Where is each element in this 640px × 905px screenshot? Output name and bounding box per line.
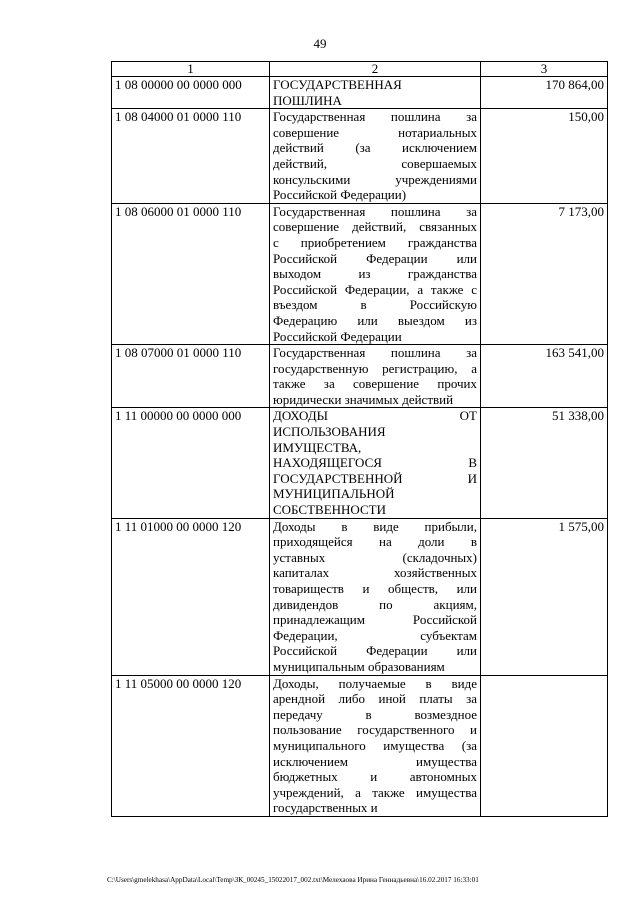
- description-line: учреждений, а также имущества: [273, 784, 477, 800]
- table-header-row: [112, 62, 608, 77]
- description-line: ГОСУДАРСТВЕННАЯ: [273, 77, 402, 92]
- budget-table: [111, 61, 608, 817]
- description-line: НАХОДЯЩЕГОСЯ В: [273, 455, 477, 471]
- income-description: [270, 345, 481, 408]
- description-line: дивидендов по акциям,: [273, 596, 477, 612]
- income-description: [270, 518, 481, 675]
- description-line: Доходы в виде прибыли,: [273, 518, 477, 534]
- amount-value: 170 864,00: [481, 77, 608, 109]
- description-line: действий (за исключением: [273, 140, 477, 156]
- file-path-footer: C:\Users\gmelekhasa\AppData\Local\Temp\ЗК_00245_15022017_002.txt\Мелехаова Ирина Геннадьевна\16.02.2017 16:33:01: [107, 876, 479, 884]
- description-line: муниципальным образованиям: [273, 658, 445, 674]
- budget-code: 1 11 00000 00 0000 000: [112, 408, 270, 518]
- description-line: приходящейся на доли в: [273, 534, 477, 550]
- income-description: [270, 109, 481, 204]
- description-line: государственных и: [273, 800, 378, 816]
- description-line: ПОШЛИНА: [273, 92, 342, 108]
- description-line: товариществ и обществ, или: [273, 581, 477, 596]
- description-line: Государственная пошлина за: [273, 345, 477, 361]
- description-line: уставных (складочных): [273, 549, 477, 565]
- table-row: [112, 203, 608, 344]
- description-line: СОБСТВЕННОСТИ: [273, 502, 386, 518]
- table-row: [112, 345, 608, 408]
- description-line: бюджетных и автономных: [273, 769, 477, 785]
- table-row: [112, 408, 608, 518]
- description-line: Российской Федерации или: [273, 250, 477, 266]
- header-amount: 3: [481, 62, 608, 77]
- page-number: 49: [313, 36, 327, 51]
- income-description: [270, 77, 481, 109]
- budget-code: 1 08 06000 01 0000 110: [112, 203, 270, 344]
- budget-code: 1 11 05000 00 0000 120: [112, 675, 270, 816]
- description-line: совершение действий, связанных: [273, 219, 477, 235]
- description-line: ИСПОЛЬЗОВАНИЯ: [273, 424, 386, 440]
- description-line: пользование государственного и: [273, 722, 477, 738]
- description-line: юридически значимых действий: [273, 391, 454, 407]
- description-line: Доходы, получаемые в виде: [273, 675, 477, 691]
- description-line: ГОСУДАРСТВЕННОЙ И: [273, 470, 477, 486]
- income-description: [270, 675, 481, 816]
- description-line: с приобретением гражданства: [273, 234, 477, 250]
- description-line: также за совершение прочих: [273, 376, 477, 392]
- description-line: ИМУЩЕСТВА,: [273, 439, 362, 455]
- budget-code: 1 08 07000 01 0000 110: [112, 345, 270, 408]
- description-line: Федерацию или выездом из: [273, 312, 477, 328]
- budget-code: 1 08 04000 01 0000 110: [112, 109, 270, 204]
- description-line: Российской Федерации или: [273, 643, 477, 659]
- budget-code: 1 08 00000 00 0000 000: [112, 77, 270, 109]
- description-line: консульскими учреждениями: [273, 171, 477, 187]
- amount-value: 51 338,00: [481, 408, 608, 518]
- header-description: 2: [270, 62, 481, 77]
- description-line: Государственная пошлина за: [273, 203, 477, 219]
- amount-value: [481, 675, 608, 816]
- amount-value: 7 173,00: [481, 203, 608, 344]
- header-code: 1: [112, 62, 270, 77]
- description-line: Российской Федерации, а также с: [273, 281, 477, 297]
- amount-value: 150,00: [481, 109, 608, 204]
- description-line: Российской Федерации): [273, 187, 407, 203]
- description-line: МУНИЦИПАЛЬНОЙ: [273, 486, 395, 502]
- description-line: государственную регистрацию, а: [273, 360, 477, 376]
- table-row: [112, 109, 608, 204]
- description-line: действий, совершаемых: [273, 155, 477, 171]
- income-description: [270, 203, 481, 344]
- description-line: ДОХОДЫ ОТ: [273, 408, 477, 424]
- description-line: въездом в Российскую: [273, 297, 477, 313]
- description-line: передачу в возмездное: [273, 706, 477, 722]
- description-line: Федерации, субъектам: [273, 627, 477, 643]
- description-line: Российской Федерации: [273, 328, 402, 344]
- income-description: [270, 408, 481, 518]
- description-line: капиталах хозяйственных: [273, 565, 477, 581]
- description-line: совершение нотариальных: [273, 124, 477, 140]
- table-row: [112, 518, 608, 675]
- table-row: [112, 77, 608, 109]
- description-line: принадлежащим Российской: [273, 612, 477, 628]
- amount-value: 1 575,00: [481, 518, 608, 675]
- description-line: арендной либо иной платы за: [273, 691, 477, 707]
- description-line: исключением имущества: [273, 753, 477, 769]
- budget-code: 1 11 01000 00 0000 120: [112, 518, 270, 675]
- table-row: [112, 675, 608, 816]
- description-line: выходом из гражданства: [273, 266, 477, 282]
- amount-value: 163 541,00: [481, 345, 608, 408]
- description-line: Государственная пошлина за: [273, 109, 477, 125]
- description-line: муниципального имущества (за: [273, 737, 477, 753]
